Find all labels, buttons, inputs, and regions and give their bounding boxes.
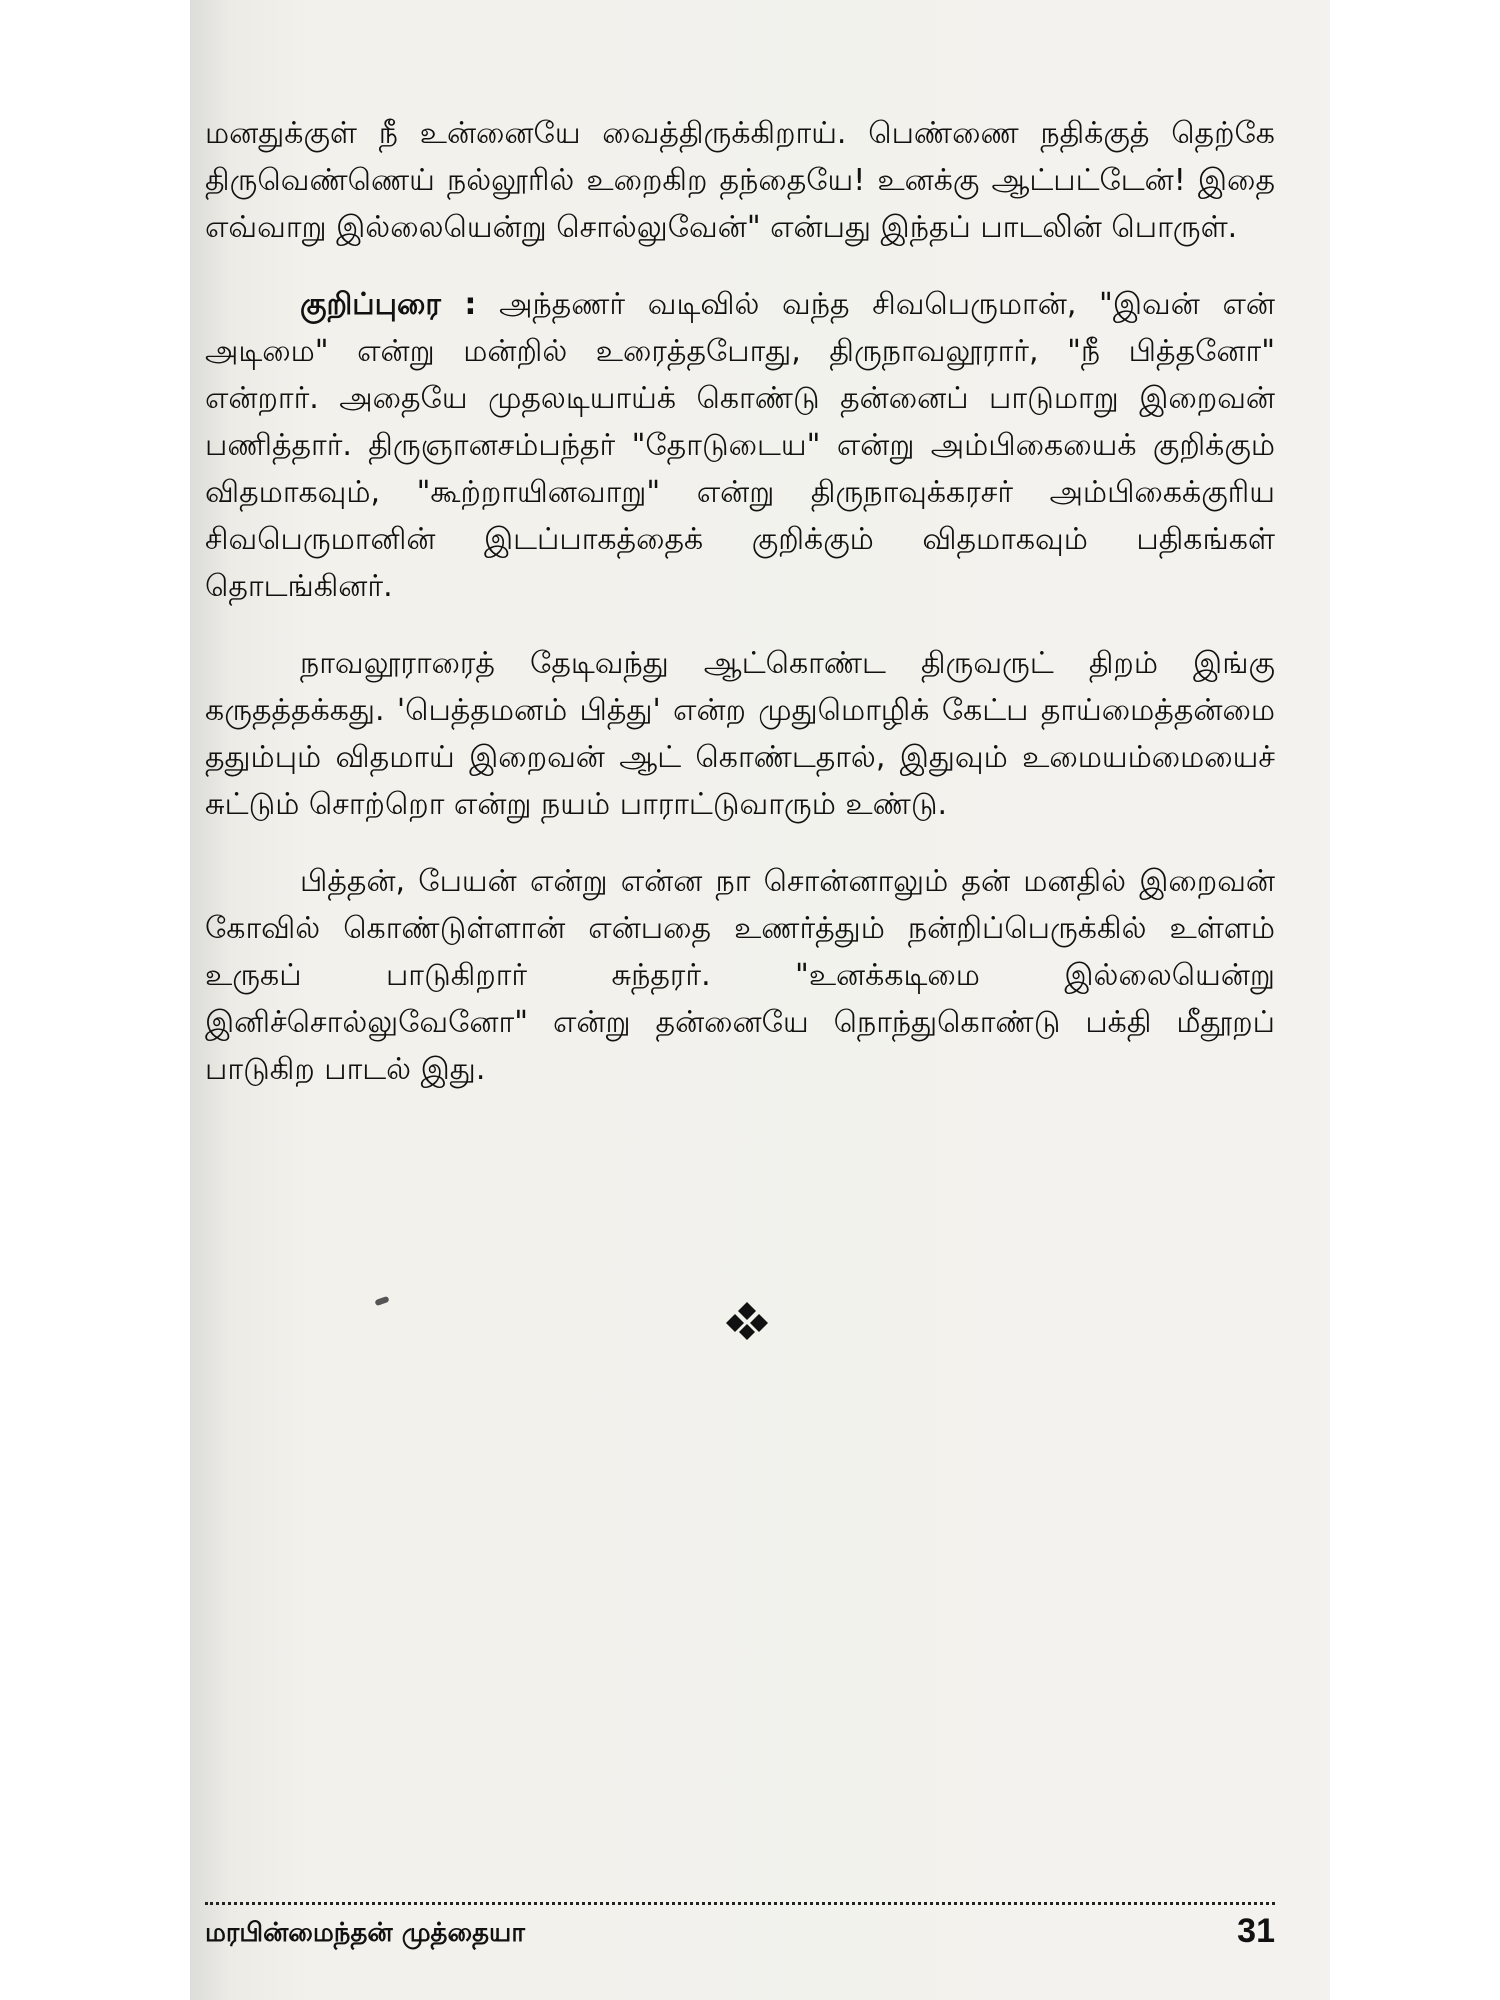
page-number: 31: [1237, 1912, 1275, 1950]
paragraph-3: நாவலூராரைத் தேடிவந்து ஆட்கொண்ட திருவருட் திறம் இங்கு கருதத்தக்கது. 'பெத்தமனம் பித்து' என்ற முதுமொழிக் கேட்ப தாய்மைத்தன்மை ததும்பும் விதமாய் இறைவன் ஆட் கொண்டதால், இதுவும் உமையம்மையைச் சுட்டும் சொற்றொ என்று நயம் பாராட்டுவாரும் உண்டு.: [205, 646, 1275, 822]
note-label: குறிப்புரை :: [300, 287, 477, 322]
four-diamond-ornament-icon: [722, 1300, 772, 1344]
body-text: [205, 110, 1275, 1123]
paragraph-2: [205, 281, 1275, 610]
paragraph-4: பித்தன், பேயன் என்று என்ன நா சொன்னாலும் தன் மனதில் இறைவன் கோவில் கொண்டுள்ளான் என்பதை உணர்த்தும் நன்றிப்பெருக்கில் உள்ளம் உருகப் பாடுகிறார் சுந்தரர். "உனக்கடிமை இல்லையென்று இனிச்சொல்லுவேனோ" என்று தன்னையே நொந்துகொண்டு பக்தி மீதூறப் பாடுகிற பாடல் இது.: [205, 864, 1275, 1087]
footer-author: மரபின்மைந்தன் முத்தையா: [205, 1918, 525, 1948]
footer-dotted-rule: [205, 1902, 1275, 1905]
note-text: அந்தணர் வடிவில் வந்த சிவபெருமான், "இவன் என் அடிமை" என்று மன்றில் உரைத்தபோது, திருநாவலூரார், "நீ பித்தனோ" என்றார். அதையே முதலடியாய்க் கொண்டு தன்னைப் பாடுமாறு இறைவன் பணித்தார். திருஞானசம்பந்தர் "தோடுடைய" என்று அம்பிகையைக் குறிக்கும் விதமாகவும், "கூற்றாயினவாறு" என்று திருநாவுக்கரசர் அம்பிகைக்குரிய சிவபெருமானின் இடப்பாகத்தைக் குறிக்கும் விதமாகவும் பதிகங்கள் தொடங்கினர்.: [205, 287, 1275, 604]
paragraph-1: மனதுக்குள் நீ உன்னையே வைத்திருக்கிறாய். பெண்ணை நதிக்குத் தெற்கே திருவெண்ணெய் நல்லூரில் உறைகிற தந்தையே! உனக்கு ஆட்பட்டேன்! இதை எவ்வாறு இல்லையென்று சொல்லுவேன்" என்பது இந்தப் பாடலின் பொருள்.: [205, 116, 1275, 245]
